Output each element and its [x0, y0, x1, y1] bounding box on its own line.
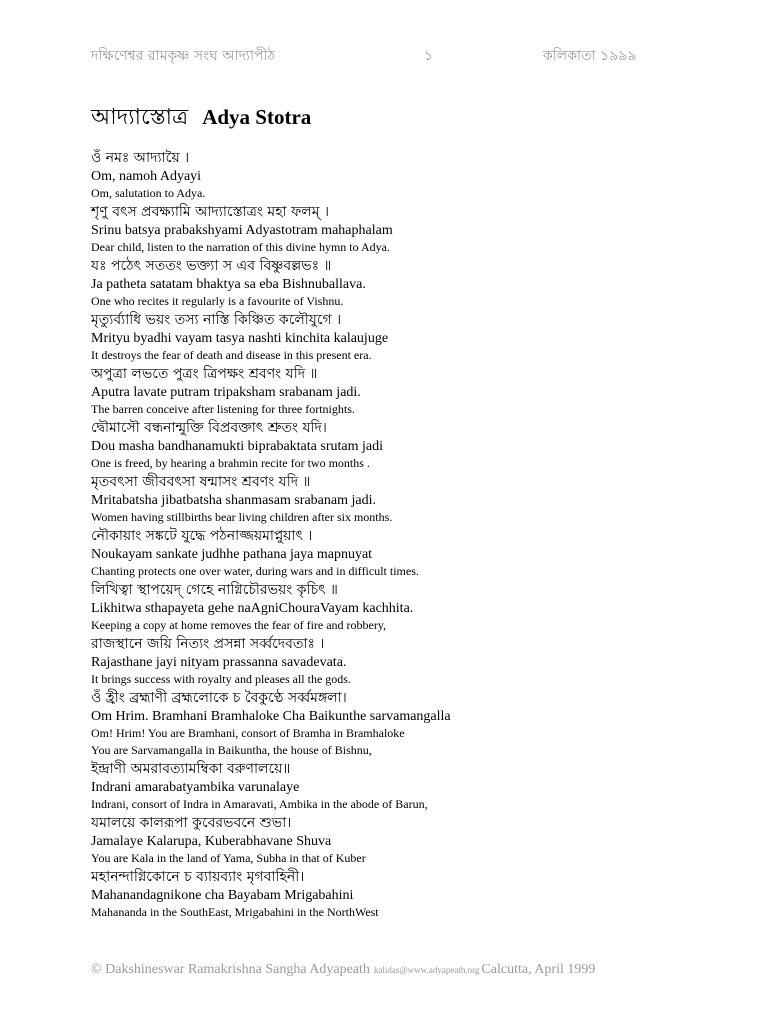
verse-list [91, 148, 731, 921]
footer-place-date: Calcutta, April 1999 [481, 962, 596, 977]
verse-transliteration: Mrityu byadhi vayam tasya nashti kinchita kalaujuge [91, 331, 389, 346]
verse-bengali: ওঁ নমঃ আদ্যায়ৈ । [91, 150, 190, 166]
verse-bengali: লিখিত্বা স্থাপয়েদ্ গেহে নাগ্নিচৌরভয়ং কৃচিৎ ॥ [91, 582, 338, 598]
verse-translation: You are Sarvamangalla in Baikuntha, the house of Bishnu, [91, 743, 372, 757]
verse-block [91, 310, 731, 364]
verse-translation: It brings success with royalty and pleases all the gods. [91, 672, 351, 686]
verse-bengali: মহানন্দাগ্নিকোনে চ ব্যায়ব্যাং মৃগবাহিনী। [91, 869, 305, 885]
verse-transliteration: Rajasthane jayi nityam prassanna savadevata. [91, 655, 347, 670]
verse-bengali: শৃণু বৎস প্রবক্ষ্যামি আদ্যাস্তোত্রং মহা ফলম্ । [91, 204, 329, 220]
verse-transliteration: Dou masha bandhanamukti biprabaktata srutam jadi [91, 439, 383, 454]
verse-bengali: ইন্দ্রাণী অমরাবত্যামম্বিকা বরুণালয়ে॥ [91, 761, 291, 777]
verse-translation: Mahananda in the SouthEast, Mrigabahini in the NorthWest [91, 905, 379, 919]
verse-bengali: মৃতবৎসা জীববৎসা ষন্মাসং শ্রবণং যদি ॥ [91, 474, 311, 490]
verse-bengali: রাজস্থানে জয়ি নিত্যং প্রসন্না সর্ব্বদেবতাঃ । [91, 636, 325, 652]
verse-block [91, 472, 731, 526]
verse-bengali: যমালয়ে কালরূপা কুবেরভবনে শুভা। [91, 815, 292, 831]
page-title [91, 100, 311, 132]
verse-block [91, 526, 731, 580]
verse-translation: One is freed, by hearing a brahmin recite for two months . [91, 456, 370, 470]
verse-translation: Keeping a copy at home removes the fear of fire and robbery, [91, 618, 387, 632]
verse-transliteration: Mahanandagnikone cha Bayabam Mrigabahini [91, 888, 354, 903]
verse-block [91, 418, 731, 472]
page-footer [91, 960, 595, 978]
title-bengali: আদ্যাস্তোত্র [91, 105, 189, 130]
verse-transliteration: Ja patheta satatam bhaktya sa eba Bishnuballava. [91, 277, 366, 292]
verse-transliteration: Om Hrim. Bramhani Bramhaloke Cha Baikunthe sarvamangalla [91, 709, 451, 724]
verse-translation: It destroys the fear of death and disease in this present era. [91, 348, 372, 362]
verse-bengali: দ্বৌমাসৌ বন্ধনান্মুক্তি বিপ্রবক্তাৎ শ্রুতং যদি। [91, 420, 327, 436]
verse-bengali: মৃত্যুর্ব্যাধি ভয়ং তস্য নাস্তি কিঞ্চিত কলৌযুগে । [91, 312, 342, 328]
verse-translation: Chanting protects one over water, during wars and in difficult times. [91, 564, 419, 578]
title-english: Adya Stotra [202, 105, 312, 129]
verse-translation: Indrani, consort of Indra in Amaravati, Ambika in the abode of Barun, [91, 797, 428, 811]
verse-block [91, 634, 731, 688]
verse-block [91, 580, 731, 634]
verse-block [91, 202, 731, 256]
verse-transliteration: Srinu batsya prabakshyami Adyastotram mahaphalam [91, 223, 393, 238]
verse-transliteration: Likhitwa sthapayeta gehe naAgniChouraVayam kachhita. [91, 601, 414, 616]
verse-transliteration: Aputra lavate putram tripaksham srabanam jadi. [91, 385, 361, 400]
verse-translation: The barren conceive after listening for three fortnights. [91, 402, 355, 416]
verse-bengali: যঃ পঠেৎ সততং ভক্ত্যা স এব বিষ্ণুবল্লভঃ ॥ [91, 258, 332, 274]
verse-transliteration: Noukayam sankate judhhe pathana jaya mapnuyat [91, 547, 373, 562]
verse-block [91, 256, 731, 310]
header-place-year: কলিকাতা ১৯৯৯ [543, 48, 637, 64]
verse-transliteration: Jamalaye Kalarupa, Kuberabhavane Shuva [91, 834, 332, 849]
verse-bengali: অপুত্রা লভতে পুত্রং ত্রিপক্ষং শ্রবণং যদি ॥ [91, 366, 318, 382]
header-page-number: ১ [424, 48, 434, 64]
verse-translation: Dear child, listen to the narration of this divine hymn to Adya. [91, 240, 390, 254]
verse-bengali: ওঁ হ্রীং ব্রহ্মাণী ব্রহ্মলোকে চ বৈকুণ্ঠে সর্ব্বমঙ্গলা। [91, 690, 347, 706]
page-header [0, 44, 768, 64]
footer-email: kalidas@www.adyapeath.org [373, 965, 480, 975]
verse-block [91, 759, 731, 813]
verse-block [91, 364, 731, 418]
verse-block [91, 867, 731, 921]
verse-block [91, 688, 731, 759]
verse-bengali: নৌকায়াং সঙ্কটে যুদ্ধে পঠনাজ্জয়মাপ্নুয়াৎ । [91, 528, 313, 544]
verse-transliteration: Mritabatsha jibatbatsha shanmasam srabanam jadi. [91, 493, 376, 508]
verse-translation: You are Kala in the land of Yama, Subha in that of Kuber [91, 851, 366, 865]
verse-transliteration: Om, namoh Adyayi [91, 169, 202, 184]
verse-translation: One who recites it regularly is a favourite of Vishnu. [91, 294, 344, 308]
verse-block [91, 148, 731, 202]
verse-transliteration: Indrani amarabatyambika varunalaye [91, 780, 300, 795]
footer-copyright: © Dakshineswar Ramakrishna Sangha Adyapeath [91, 962, 370, 977]
verse-translation: Women having stillbirths bear living children after six months. [91, 510, 393, 524]
verse-translation: Om, salutation to Adya. [91, 186, 206, 200]
header-org-name: দক্ষিণেশ্বর রামকৃষ্ণ সংঘ আদ্যাপীঠ [91, 48, 276, 64]
verse-translation: Om! Hrim! You are Bramhani, consort of Bramha in Bramhaloke [91, 726, 405, 740]
verse-block [91, 813, 731, 867]
